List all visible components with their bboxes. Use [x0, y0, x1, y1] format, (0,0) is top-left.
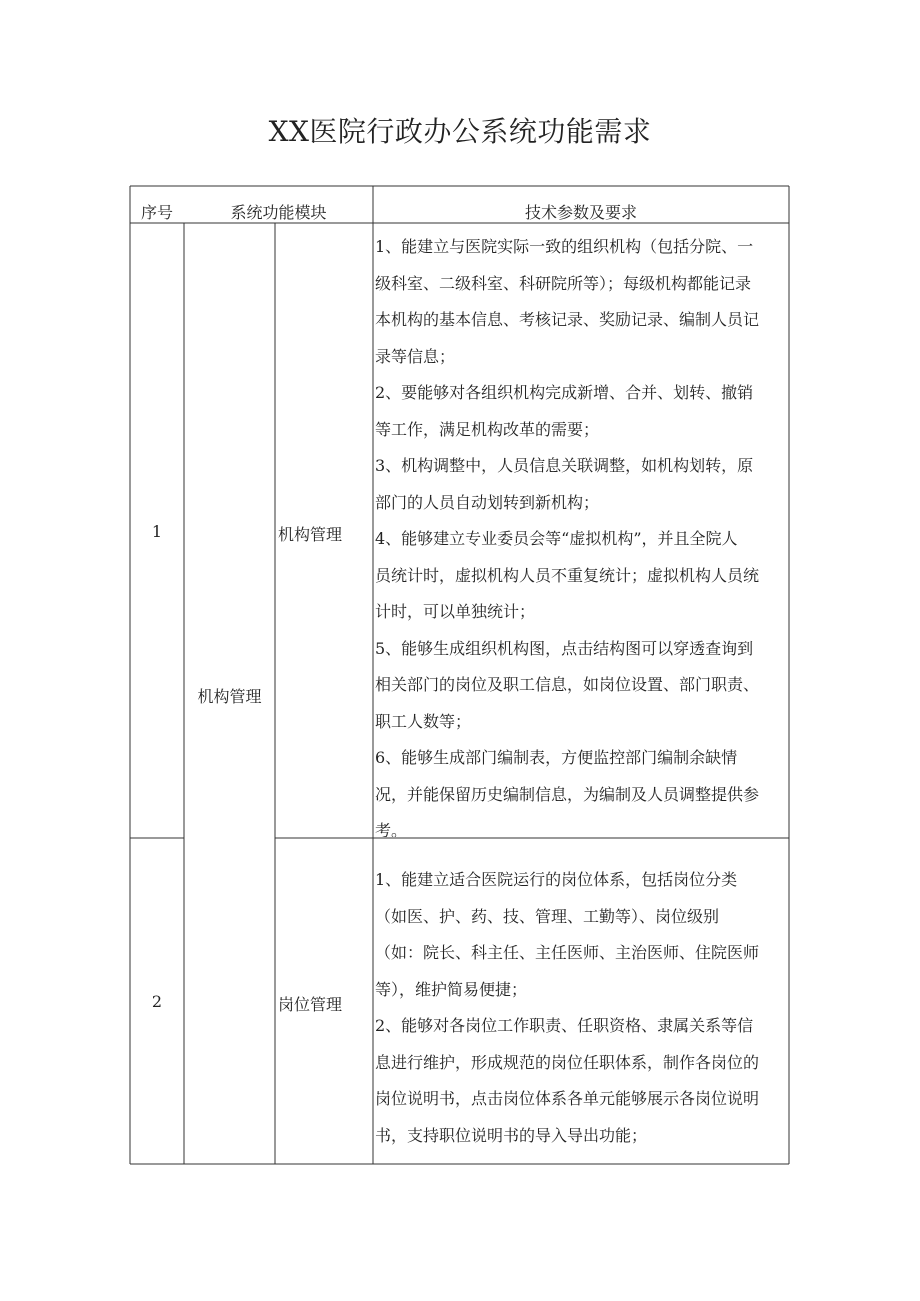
requirement-line: 5、能够生成组织机构图，点击结构图可以穿透查询到	[375, 638, 754, 658]
requirement-line: 员统计时，虚拟机构人员不重复统计；虚拟机构人员统	[375, 565, 760, 585]
requirement-line: 等），维护简易便捷；	[375, 979, 528, 999]
row2-seq: 2	[151, 992, 163, 1011]
requirement-line: 1、能建立适合医院运行的岗位体系，包括岗位分类	[375, 870, 738, 889]
requirement-line: 本机构的基本信息、考核记录、奖励记录、编制人员记	[375, 310, 760, 329]
row2-submodule: 岗位管理	[278, 995, 343, 1014]
requirement-line: 2、能够对各岗位工作职责、任职资格、隶属关系等信	[375, 1016, 754, 1035]
requirement-line: 1、能建立与医院实际一致的组织机构（包括分院、一	[375, 237, 754, 256]
requirement-line: 2、要能够对各组织机构完成新增、合并、划转、撤销	[375, 383, 754, 402]
requirement-line: 相关部门的岗位及职工信息，如岗位设置、部门职责、	[375, 675, 760, 694]
requirement-line: 况，并能保留历史编制信息，为编制及人员调整提供参	[375, 784, 760, 804]
requirement-line: 考。	[375, 821, 408, 837]
header-module: 系统功能模块	[230, 203, 327, 222]
header-requirements: 技术参数及要求	[524, 203, 637, 222]
document-title: XX医院行政办公系统功能需求	[268, 115, 652, 148]
requirement-line: 部门的人员自动划转到新机构；	[375, 492, 600, 512]
requirement-line: 录等信息；	[375, 346, 456, 366]
row1-submodule: 机构管理	[278, 525, 343, 544]
requirement-line: 计时，可以单独统计；	[375, 602, 536, 621]
requirement-line: 级科室、二级科室、科研院所等）；每级机构都能记录	[375, 273, 752, 293]
module-group-label: 机构管理	[197, 687, 262, 706]
row1-seq: 1	[151, 522, 163, 541]
requirement-line: 书，支持职位说明书的导入导出功能；	[375, 1125, 648, 1145]
requirement-line: 等工作，满足机构改革的需要；	[375, 419, 600, 439]
requirement-line: 息进行维护，形成规范的岗位任职体系，制作各岗位的	[375, 1052, 760, 1072]
row2-requirements	[375, 862, 787, 1162]
requirement-line: 岗位说明书，点击岗位体系各单元能够展示各岗位说明	[375, 1089, 760, 1108]
requirement-line: （如：院长、科主任、主任医师、主治医师、住院医师	[375, 943, 760, 962]
requirement-line: 4、能够建立专业委员会等“虚拟机构”，并且全院人	[375, 529, 738, 548]
requirement-line: （如医、护、药、技、管理、工勤等）、岗位级别	[375, 906, 720, 926]
requirement-line: 3、机构调整中，人员信息关联调整，如机构划转，原	[375, 456, 754, 475]
header-seq: 序号	[140, 203, 173, 222]
requirement-line: 职工人数等；	[375, 711, 472, 731]
row1-requirements	[375, 229, 787, 837]
requirement-line: 6、能够生成部门编制表，方便监控部门编制余缺情	[375, 748, 738, 767]
